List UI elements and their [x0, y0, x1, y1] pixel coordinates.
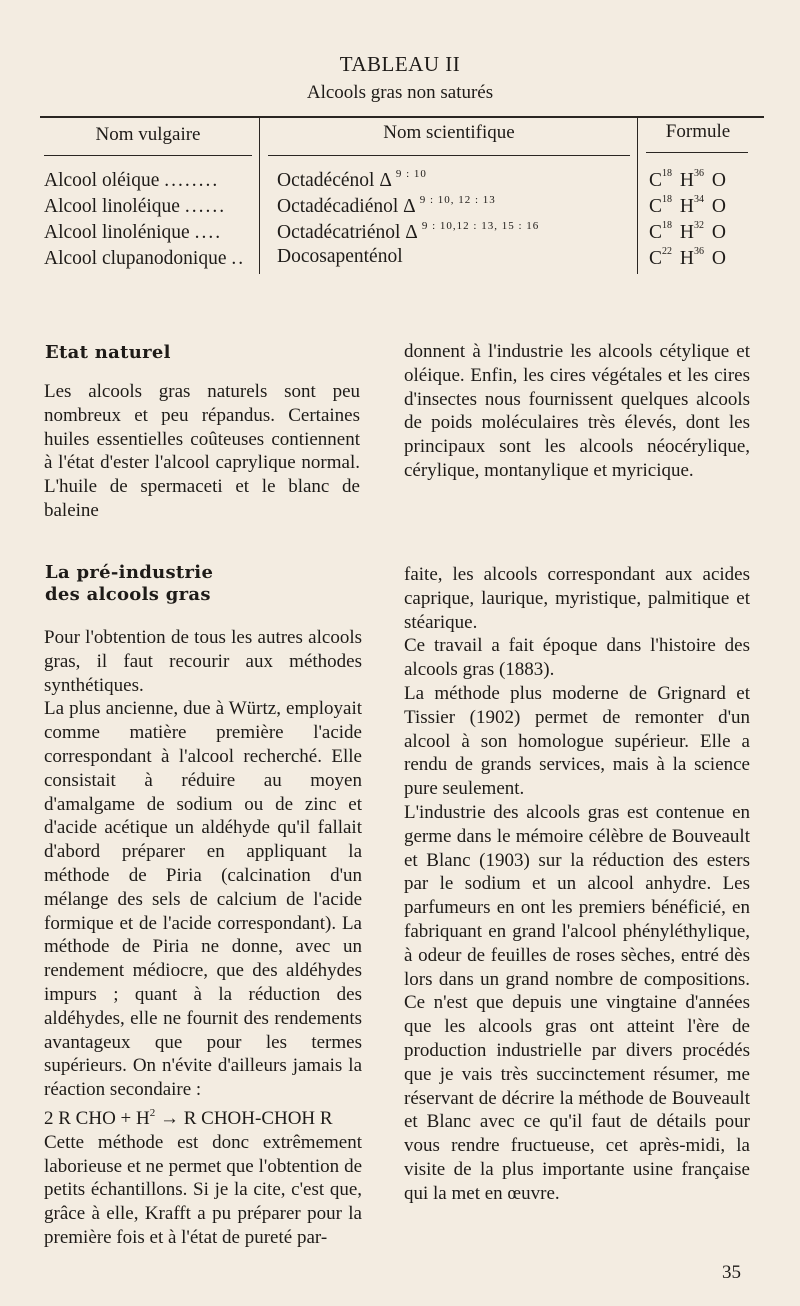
- scientific-name: Octadécénol Δ $^{9 : 10}$: [277, 168, 427, 191]
- scientific-name: Octadécatriénol Δ $^{9 : 10,12 : 13, 15 : 16}$: [277, 220, 540, 243]
- formula: $C^{18}$ $H^{34}$ O: [649, 194, 726, 217]
- table-top-rule: [40, 116, 764, 118]
- scientific-name: Octadécadiénol Δ $^{9 : 10, 12 : 13}$: [277, 194, 496, 217]
- equation: 2 R CHO + $H^2 \to R$ CHOH-CHOH R: [44, 1106, 333, 1129]
- header-scientific: Nom scientifique: [383, 122, 515, 143]
- table-subtitle: Alcools gras non saturés: [306, 82, 494, 103]
- vulgar-name: Alcool oléique: [44, 170, 160, 191]
- section1-left-text: Les alcools gras naturels sont peu nombreux et peu répandus. Certaines huiles essentielles coûteuses contiennent à l'état d'ester l'alcool caprylique normal. L'huile de spermaceti et le blanc de baleine: [44, 381, 360, 521]
- leader-dots: ..: [231, 248, 246, 269]
- table-row: [44, 248, 245, 270]
- leader-dots: ......: [184, 196, 227, 217]
- section2-right-text: faite, les alcools correspondant aux acides caprique, laurique, myristique, palmitique et stéarique. Ce travail a fait époque dans l'histoire des alcools gras (1883). La méthode plus moderne de Grignard et Tissier (1902) permet de remonter d'un alcool à son homologue supérieur. Elle a rendu de grands services, mais à la science pure seulement. L'industrie des alcools gras est contenue en germe dans le mémoire célèbre de Bouveault et Blanc (1903) sur la réduction des esters par le sodium et un alcool anhydre. Les parfumeurs en ont les premiers bénéficié, en fabriquant en grand l'alcool phényléthylique, à odeur de feuilles de roses sèches, entré dès lors dans un grand nombre de compositions. Ce n'est que depuis une vingtaine d'années que les alcools gras ont atteint l'ère de production industrielle par divers procédés que je vais très succinctement résumer, me réservant de décrire la méthode de Bouveault et Blanc avec ce qu'il faut de détails pour vous rendre fructueuse, cet après-midi, la visite de la plus importante usine française qui la met en œuvre.: [404, 564, 750, 1204]
- section-heading-pre-industrie: La pré-industrie des alcools gras: [45, 562, 214, 605]
- header-underline-vulgar: [44, 155, 252, 156]
- table-title: TABLEAU II: [339, 52, 461, 76]
- section1-right-text: donnent à l'industrie les alcools cétylique et oléique. Enfin, les cires végétales et les cires d'insectes nous fournissent quelques alcools de poids moléculaires très élevés, dont les principaux sont les alcools néocérylique, cérylique, montanylique et myricique.: [404, 341, 750, 481]
- table-col-divider-2: [637, 117, 638, 274]
- leader-dots: ........: [164, 170, 220, 191]
- table-col-divider-1: [259, 117, 260, 274]
- table-row: [44, 222, 222, 244]
- locants: 9 : 10,12 : 13, 15 : 16: [421, 220, 540, 232]
- vulgar-name: Alcool linolénique: [44, 222, 190, 243]
- header-underline-formula: [646, 152, 748, 153]
- section-heading-etat-naturel: Etat naturel: [45, 342, 171, 363]
- formula: $C^{22}$ $H^{36}$ O: [649, 246, 726, 269]
- scientific-name: Docosapenténol: [277, 246, 403, 267]
- formula: $C^{18}$ $H^{32}$ O: [649, 220, 726, 243]
- table-row: [44, 170, 219, 192]
- header-vulgar: Nom vulgaire: [95, 124, 201, 145]
- vulgar-name: Alcool linoléique: [44, 196, 180, 217]
- locants: 9 : 10: [395, 168, 427, 180]
- header-underline-scientific: [268, 155, 630, 156]
- header-formula: Formule: [665, 121, 731, 142]
- locants: 9 : 10, 12 : 13: [419, 194, 496, 206]
- formula: $C^{18}$ $H^{36}$ O: [649, 168, 726, 191]
- vulgar-name: Alcool clupanodonique: [44, 248, 227, 269]
- leader-dots: ....: [194, 222, 223, 243]
- table-row: [44, 196, 226, 218]
- section2-left-text: Pour l'obtention de tous les autres alcools gras, il faut recourir aux méthodes synthétiques. La plus ancienne, due à Würtz, employait comme matière première l'acide correspondant à l'alcool recherché. Elle consistait à réduire au moyen d'amalgame de sodium ou de zinc et d'acide acétique un aldéhyde qu'il fallait d'abord préparer en appliquant la méthode de Piria (calcination d'un mélange des sels de calcium de l'acide formique et de l'acide correspondant). La méthode de Piria ne donne, avec un rendement médiocre, que des aldéhydes impurs ; quant à la réduction des aldéhydes, elle ne fournit des rendements avantageux que pour les termes supérieurs. On n'évite d'ailleurs jamais la réaction secondaire : 2 R CHO + $H^2 \to R$ CHOH-CHOH R Cette méthode est donc extrêmement laborieuse et ne permet que l'obtention de petits échantillons. Si je la cite, c'est que, grâce à elle, Krafft a pu préparer pour la première fois et à l'état de pureté par-: [44, 627, 362, 1248]
- page-number: 35: [722, 1262, 741, 1283]
